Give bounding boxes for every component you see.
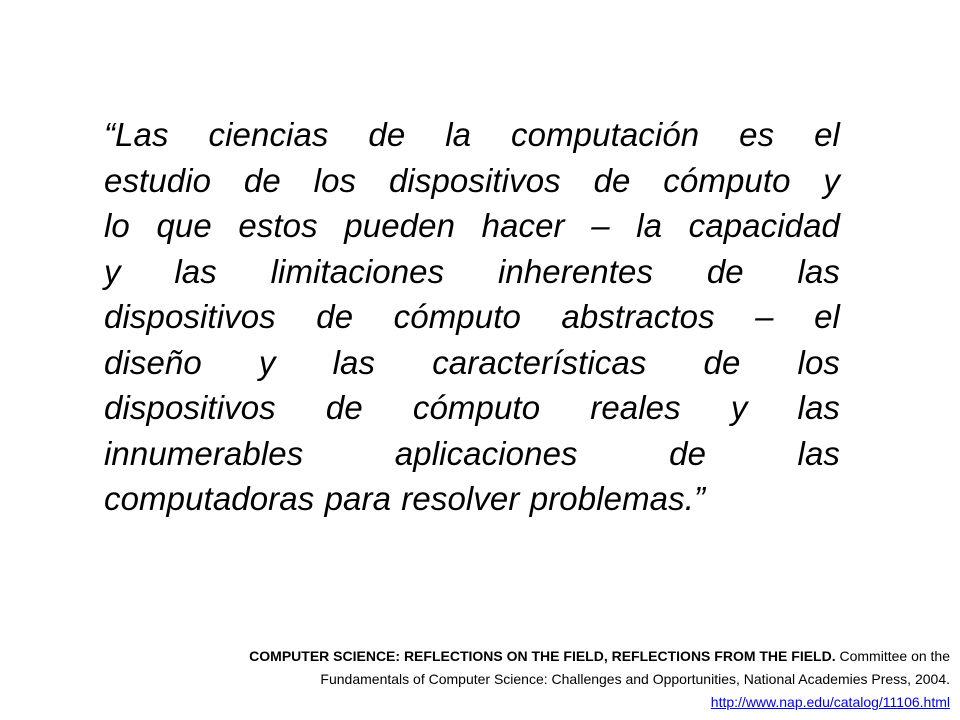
citation-line-3 <box>150 691 950 714</box>
quote-line: “Las ciencias de la computación es el <box>104 116 840 153</box>
quote-line: computadoras para resolver problemas.” <box>104 480 706 517</box>
citation <box>150 645 950 714</box>
citation-line-2: Fundamentals of Computer Science: Challenges and Opportunities, National Academies Press, 2004. <box>320 671 950 687</box>
quote-line: innumerables aplicaciones de las <box>104 434 840 472</box>
quote-line: dispositivos de cómputo abstractos – el <box>104 298 840 335</box>
quote-line: lo que estos pueden hacer – la capacidad <box>104 207 840 244</box>
citation-line-1 <box>150 645 950 668</box>
quote-line: diseño y las características de los <box>104 343 840 381</box>
citation-link[interactable]: http://www.nap.edu/catalog/11106.html <box>710 694 950 710</box>
citation-committee: Committee on the <box>835 648 950 664</box>
citation-title: COMPUTER SCIENCE: REFLECTIONS ON THE FIELD, REFLECTIONS FROM THE FIELD. <box>249 648 836 664</box>
quote-line: y las limitaciones inherentes de las <box>104 252 840 290</box>
quote-text <box>104 112 840 522</box>
quote-line: estudio de los dispositivos de cómputo y <box>104 161 840 199</box>
quote-line: dispositivos de cómputo reales y las <box>104 389 840 426</box>
